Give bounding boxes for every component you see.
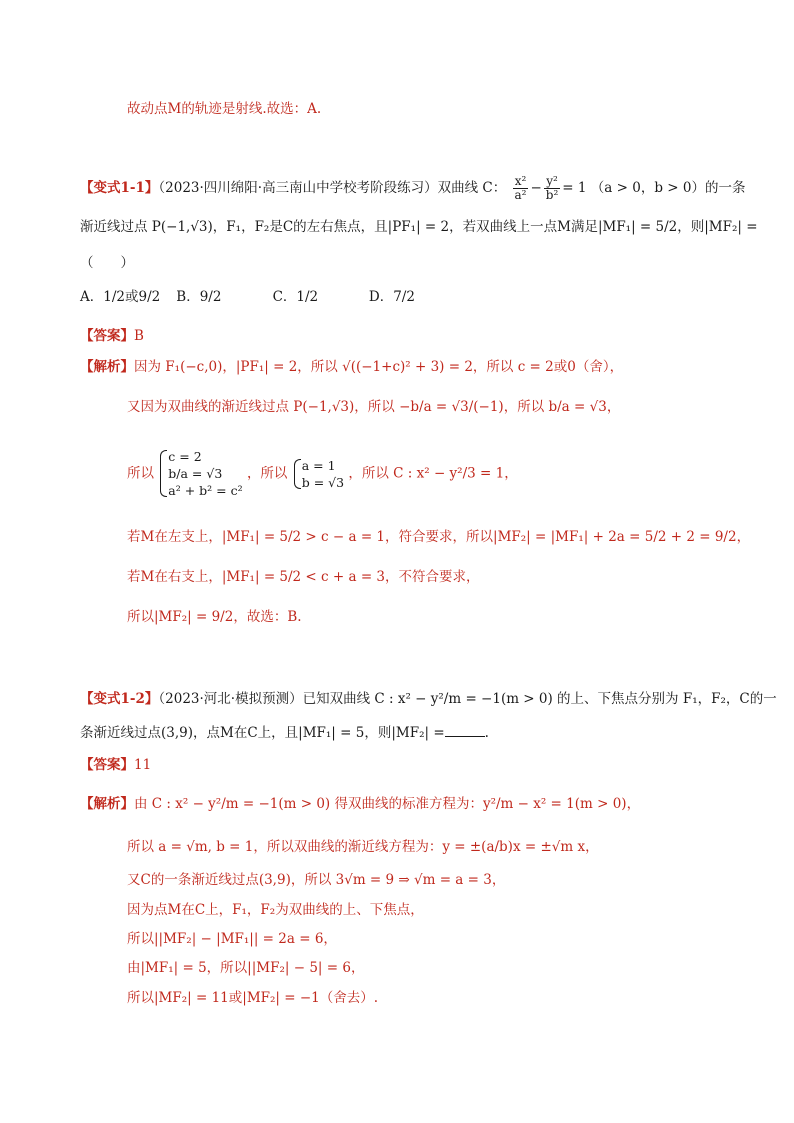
- v12-analysis-line1: [80, 795, 640, 813]
- v12-s2: 所以 a = √m, b = 1，所以双曲线的渐近线方程为：y = ±(a/b)x = ±√m x，: [127, 839, 599, 855]
- v12-question-line2: 条渐近线过点(3,9)，点M在C上，且|MF₁| = 5，则|MF₂| = .: [80, 725, 489, 741]
- v11-question-line1: 【变式1-1】（2023·四川绵阳·高三南山中学校考阶段练习）双曲线 C： $\frac{\text{x²}}{\text{a²}}$ − $\frac{\text{y²}}{\text{b²}}$ = 1 （a > 0，b > 0）的一条: [80, 174, 746, 202]
- v11-question-line2: 渐近线过点 P(−1,√3)，F₁，F₂是C的左右焦点，且|PF₁| = 2，若双曲线上一点M满足|MF₁| = 5/2，则|MF₂| =: [80, 219, 758, 235]
- v12-analysis-tag: 【解析】: [80, 796, 134, 812]
- v12-q2: 条渐近线过点(3,9)，点M在C上，且|MF₁| = 5，则|MF₂| =: [80, 725, 445, 741]
- v12-answer-tag: 【答案】: [80, 757, 134, 773]
- v12-answer: [80, 756, 151, 774]
- v11-source: （2023·四川绵阳·高三南山中学校考阶段练习）: [158, 180, 438, 196]
- v11-s3: [127, 448, 518, 499]
- v11-option-a: A．1/2或9/2: [80, 289, 161, 305]
- v11-s3-pre: 所以: [127, 465, 154, 482]
- v11-frac-x: $\frac{\text{x²}}{\text{a²}}$: [514, 174, 527, 202]
- v11-s3-mid: ，所以: [246, 465, 288, 482]
- v11-q1b: （a > 0，b > 0）的一条: [590, 180, 746, 196]
- v11-system-1: [158, 448, 242, 499]
- v11-sys2-row1: a = 1: [301, 457, 336, 473]
- v12-s6: 由|MF₁| = 5，所以||MF₂| − 5| = 6，: [127, 960, 365, 976]
- v11-frac-y: $\frac{\text{y²}}{\text{b²}}$: [545, 174, 559, 202]
- v12-label: 【变式1-2】: [80, 691, 159, 707]
- v11-answer: [80, 327, 144, 345]
- v11-option-b: B．9/2: [176, 289, 222, 305]
- v11-option-c: C．1/2: [272, 289, 319, 305]
- v11-s5: 若M在右支上，|MF₁| = 5/2 < c + a = 3，不符合要求，: [127, 569, 480, 585]
- v11-analysis-tag: 【解析】: [80, 359, 134, 375]
- v11-label: 【变式1-1】: [80, 180, 159, 196]
- v11-sys1-row1: c = 2: [168, 449, 202, 464]
- v12-s4: 因为点M在C上，F₁，F₂为双曲线的上、下焦点，: [127, 902, 424, 918]
- v11-s6: 所以|MF₂| = 9/2，故选：B.: [127, 609, 302, 625]
- v12-source: （2023·河北·模拟预测）: [158, 691, 303, 707]
- v12-question-line1: [80, 690, 777, 708]
- v11-s4: 若M在左支上，|MF₁| = 5/2 > c − a = 1，符合要求，所以|MF₂| = |MF₁| + 2a = 5/2 + 2 = 9/2，: [127, 529, 751, 545]
- v11-s2: 又因为双曲线的渐近线过点 P(−1,√3)，所以 −b/a = √3/(−1)，所以 b/a = √3，: [127, 399, 621, 415]
- v12-answer-value: 11: [134, 757, 152, 773]
- v12-q1: 已知双曲线 C : x² − y²/m = −1(m > 0) 的上、下焦点分别为 F₁，F₂，C的一: [302, 691, 777, 707]
- v11-system-2: [292, 457, 344, 491]
- v12-answer-blank: [445, 724, 485, 737]
- v11-s3-post: ，所以 C : x² − y²/3 = 1，: [348, 465, 518, 482]
- v12-s7: 所以|MF₂| = 11或|MF₂| = −1（舍去）.: [127, 990, 379, 1006]
- v11-answer-tag: 【答案】: [80, 328, 134, 344]
- v12-s5: 所以||MF₂| − |MF₁|| = 2a = 6，: [127, 931, 337, 947]
- v11-sys2-row2: b = √3: [301, 474, 345, 490]
- v12-s3: 又C的一条渐近线过点(3,9)，所以 3√m = 9 ⇒ √m = a = 3，: [127, 872, 506, 888]
- v11-question-line3: （ ）: [80, 255, 134, 271]
- v11-s1: 因为 F₁(−c,0)，|PF₁| = 2，所以 √((−1+c)² + 3) = 2，所以 c = 2或0（舍），: [134, 359, 624, 375]
- conclusion-text: 故动点M的轨迹是射线.故选：A.: [127, 101, 322, 117]
- v11-option-d: D．7/2: [368, 289, 415, 305]
- v11-options: [80, 288, 461, 306]
- v11-q1a: 双曲线 C：: [437, 180, 507, 196]
- v11-sys1-row2: b/a = √3: [168, 466, 223, 481]
- v11-sys1-row3: a² + b² = c²: [168, 483, 243, 498]
- v11-analysis-line1: [80, 358, 623, 376]
- v12-s1: 由 C : x² − y²/m = −1(m > 0) 得双曲线的标准方程为：y²/m − x² = 1(m > 0)，: [134, 796, 641, 812]
- v11-answer-value: B: [134, 328, 144, 344]
